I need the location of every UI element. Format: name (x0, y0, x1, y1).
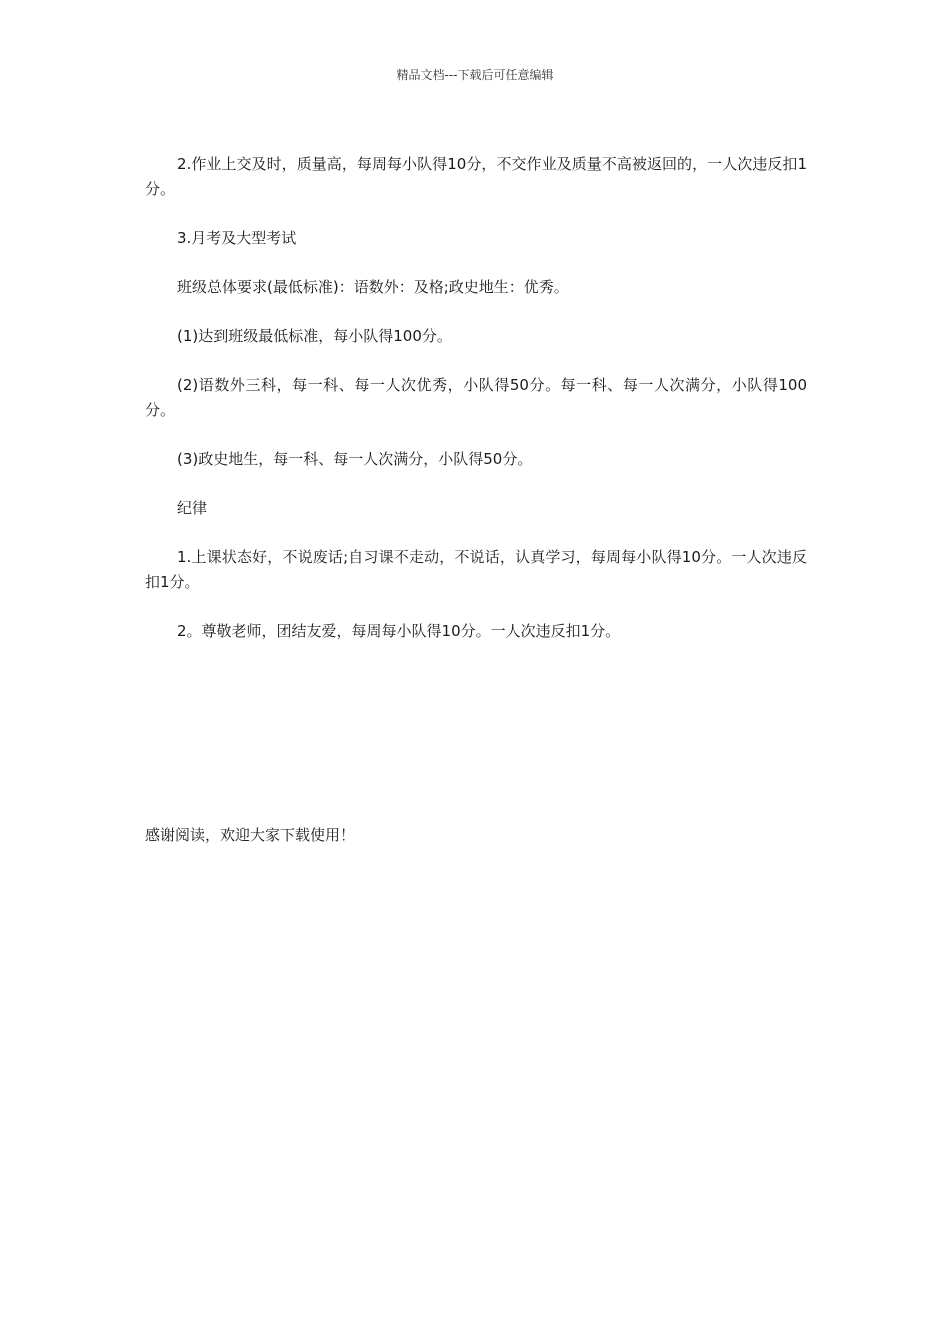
paragraph-exam-heading: 3.月考及大型考试 (177, 229, 297, 247)
paragraph-discipline-heading: 纪律 (177, 499, 208, 517)
paragraph-discipline-1: 1.上课状态好，不说废话;自习课不走动，不说话，认真学习，每周每小队得10分。一人次违反扣1分。 (145, 548, 807, 591)
paragraph-rule-2: (2)语数外三科，每一科、每一人次优秀，小队得50分。每一科、每一人次满分，小队得100分。 (145, 376, 807, 419)
paragraph-class-requirement: 班级总体要求(最低标准)：语数外：及格;政史地生：优秀。 (177, 278, 569, 296)
paragraph-homework: 2.作业上交及时，质量高，每周每小队得10分，不交作业及质量不高被返回的，一人次违反扣1分。 (145, 155, 807, 198)
paragraph-rule-3: (3)政史地生，每一科、每一人次满分，小队得50分。 (177, 450, 533, 468)
document-body (145, 152, 807, 668)
paragraph-rule-1: (1)达到班级最低标准，每小队得100分。 (177, 327, 452, 345)
page-header: 精品文档---下载后可任意编辑 (396, 68, 554, 82)
closing-note: 感谢阅读，欢迎大家下载使用！ (145, 826, 356, 844)
paragraph-discipline-2: 2。尊敬老师，团结友爱，每周每小队得10分。一人次违反扣1分。 (177, 622, 621, 640)
